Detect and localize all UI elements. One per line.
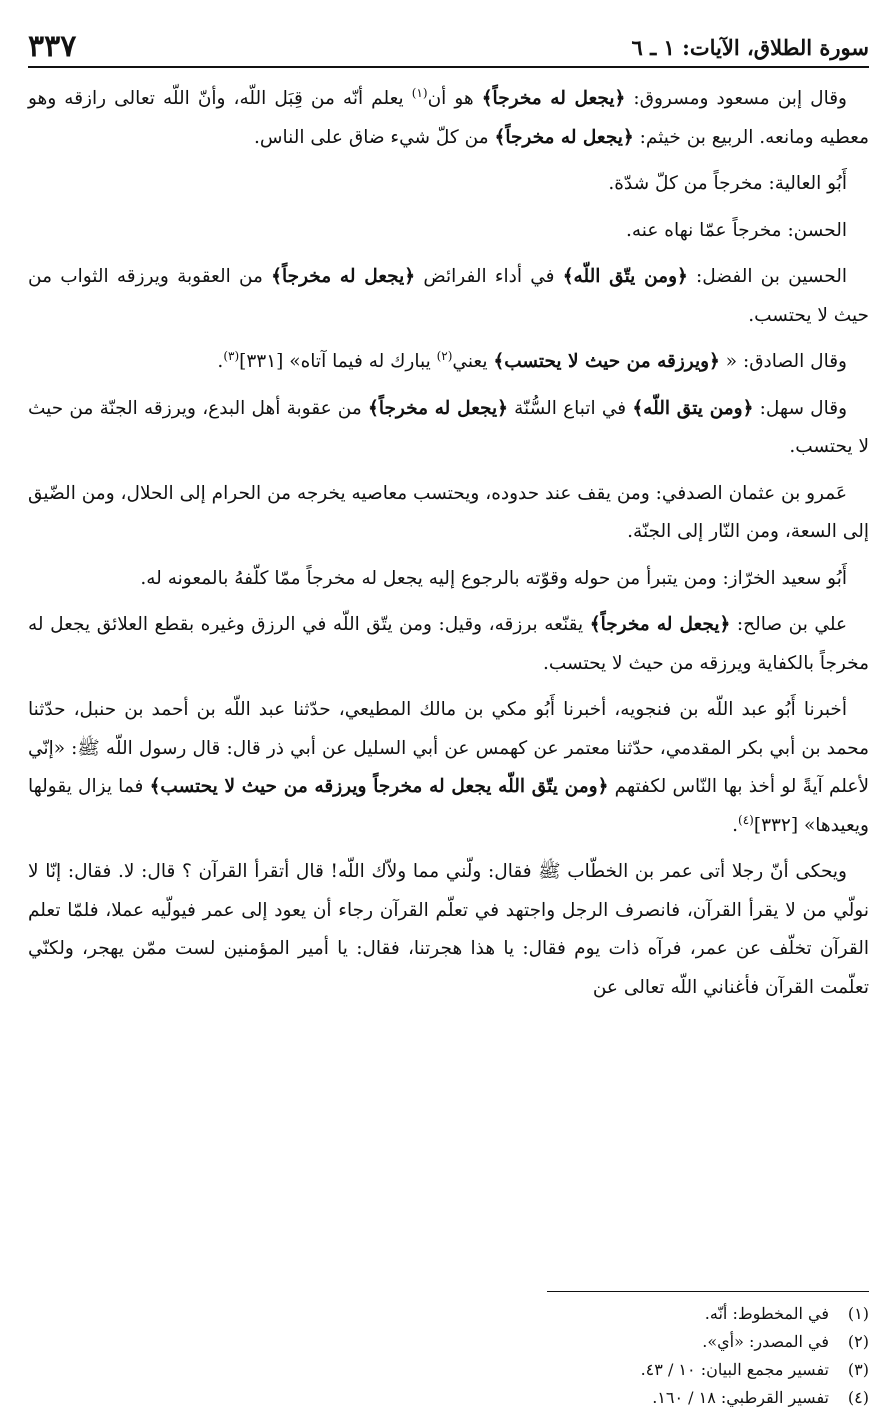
text-run: عَمرو بن عثمان الصدفي: ومن يقف عند حدوده، ويحتسب معاصيه يخرجه من الحرام إلى الحلال، ومن الضّيق إلى السعة، ومن النّار إلى الجنّة. bbox=[28, 482, 869, 542]
surah-title: سورة الطلاق، الآيات: ١ ـ ٦ bbox=[631, 35, 869, 60]
quran-quote: ﴿ومن يتّق اللّه﴾ bbox=[562, 266, 688, 287]
text-run: من كلّ شيء ضاق على الناس. bbox=[254, 126, 495, 148]
text-run: وقال سهل: bbox=[753, 397, 848, 419]
page-number: ٣٣٧ bbox=[28, 29, 77, 64]
main-text bbox=[28, 80, 869, 1015]
text-run: علي بن صالح: bbox=[730, 614, 847, 635]
footnote bbox=[389, 1328, 869, 1356]
paragraph bbox=[28, 560, 869, 599]
paragraph bbox=[28, 390, 869, 467]
footnote-ref: (١) bbox=[411, 85, 428, 100]
text-run: في اتباع السُّنّة bbox=[507, 397, 633, 419]
text-run: من العقوبة ويرزقه الثواب من حيث لا يحتسب. bbox=[28, 266, 869, 326]
paragraph bbox=[28, 80, 869, 157]
footnote-number: (١) bbox=[847, 1304, 869, 1323]
text-run: الحسين بن الفضل: bbox=[687, 266, 848, 287]
footnote-number: (٤) bbox=[847, 1388, 869, 1407]
paragraph bbox=[28, 691, 869, 845]
text-run: أخبرنا أَبُو عبد اللّه بن فنجويه، أخبرنا أَبُو مكي بن مالك المطيعي، حدّثنا عبد اللّه بن أحمد بن حنبل، حدّثنا محمد بن أبي بكر المقدمي، حدّثنا معتمر عن كهمس عن أبي السليل عن أبي ذر قال: قال رسول اللّه ﷺ: «إنّي لأعلم آيةً لو أخذ بها النّاس لكفتهم bbox=[28, 699, 870, 797]
quran-quote: ﴿ومن يتّق اللّه يجعل له مخرجاً ويرزقه من حيث لا يحتسب﴾ bbox=[149, 776, 609, 797]
text-run: . bbox=[732, 814, 739, 836]
quran-quote: ﴿يجعل له مخرجاً﴾ bbox=[271, 266, 416, 287]
paragraph bbox=[28, 258, 869, 335]
text-run: يعلم أنّه من قِبَل اللّه، وأنّ اللّه تعالى رازقه وهو معطيه ومانعه. الربيع بن خيثم: bbox=[28, 88, 869, 148]
footnote bbox=[389, 1300, 869, 1328]
footnote-divider bbox=[547, 1291, 869, 1292]
footnote-number: (٢) bbox=[847, 1332, 869, 1351]
footnote-text: في المخطوط: أنّه. bbox=[704, 1304, 829, 1323]
paragraph bbox=[28, 606, 869, 683]
text-run: ويحكى أنّ رجلا أتى عمر بن الخطّاب ﷺ فقال: ولّني مما ولاّك اللّه! قال أتقرأ القرآن ؟ قال: لا. فقال: إنّا لا نولّي من لا يقرأ القرآن، فانصرف الرجل واجتهد في تعلّم القرآن رجاء أن يعود إلى عمر فيولّيه عملا، فلمّا تعلم القرآن تخلّف عن عمر، فرآه ذات يوم فقال: يا هذا هجرتنا، فقال: يا أمير المؤمنين لست ممّن يهجر، ولكنّي تعلّمت القرآن فأغناني اللّه تعالى عن bbox=[28, 861, 869, 998]
paragraph bbox=[28, 343, 869, 382]
footnote bbox=[389, 1356, 869, 1384]
footnotes bbox=[389, 1300, 869, 1412]
text-run: فما يزال يقولها ويعيدها» [٣٣٢] bbox=[28, 776, 869, 836]
text-run: هو أن bbox=[427, 88, 482, 109]
text-run: أَبُو سعيد الخرّاز: ومن يتبرأ من حوله وقوّته بالرجوع إليه يجعل له مخرجاً ممّا كلّفهُ بالمعونه له. bbox=[140, 567, 847, 589]
quran-quote: ﴿يجعل له مخرجاً﴾ bbox=[481, 88, 626, 109]
footnote-ref: (٢) bbox=[436, 348, 453, 363]
quran-quote: ﴿يجعل له مخرجاً﴾ bbox=[494, 126, 634, 148]
text-run: وقال إبن مسعود ومسروق: bbox=[625, 88, 847, 109]
paragraph bbox=[28, 212, 869, 251]
text-run: في أداء الفرائض bbox=[415, 266, 563, 287]
quran-quote: ﴿ومن يتق اللّه﴾ bbox=[632, 397, 754, 419]
text-run: يعني bbox=[452, 351, 494, 372]
text-run: يقنّعه برزقه، وقيل: ومن يتّق اللّه في الرزق وغيره بقطع العلائق يجعل له مخرجاً بالكفاية ويرزقه من حيث لا يحتسب. bbox=[28, 614, 869, 674]
quran-quote: ﴿يجعل له مخرجاً﴾ bbox=[368, 397, 508, 419]
footnote bbox=[389, 1384, 869, 1412]
text-run: وقال الصادق: « bbox=[719, 351, 847, 372]
footnote-text: في المصدر: «أي». bbox=[702, 1332, 829, 1351]
footnote-ref: (٣) bbox=[223, 348, 240, 363]
text-run: الحسن: مخرجاً عمّا نهاه عنه. bbox=[626, 219, 847, 241]
text-run: من عقوبة أهل البدع، ويرزقه الجنّة من حيث لا يحتسب. bbox=[28, 397, 869, 457]
footnote-number: (٣) bbox=[847, 1360, 869, 1379]
paragraph bbox=[28, 165, 869, 204]
text-run: يبارك له فيما آتاه» [٣٣١] bbox=[239, 351, 437, 372]
quran-quote: ﴿يجعل له مخرجاً﴾ bbox=[589, 614, 731, 635]
text-run: . bbox=[217, 351, 224, 372]
running-header bbox=[28, 18, 869, 68]
footnote-ref: (٤) bbox=[738, 812, 754, 827]
text-run: أَبُو العالية: مخرجاً من كلّ شدّة. bbox=[608, 173, 847, 194]
quran-quote: ﴿ويرزقه من حيث لا يحتسب﴾ bbox=[493, 351, 720, 372]
footnote-text: تفسير القرطبي: ١٨ / ١٦٠. bbox=[652, 1388, 829, 1407]
footnote-text: تفسير مجمع البيان: ١٠ / ٤٣. bbox=[640, 1360, 829, 1379]
paragraph bbox=[28, 853, 869, 1007]
paragraph bbox=[28, 475, 869, 552]
